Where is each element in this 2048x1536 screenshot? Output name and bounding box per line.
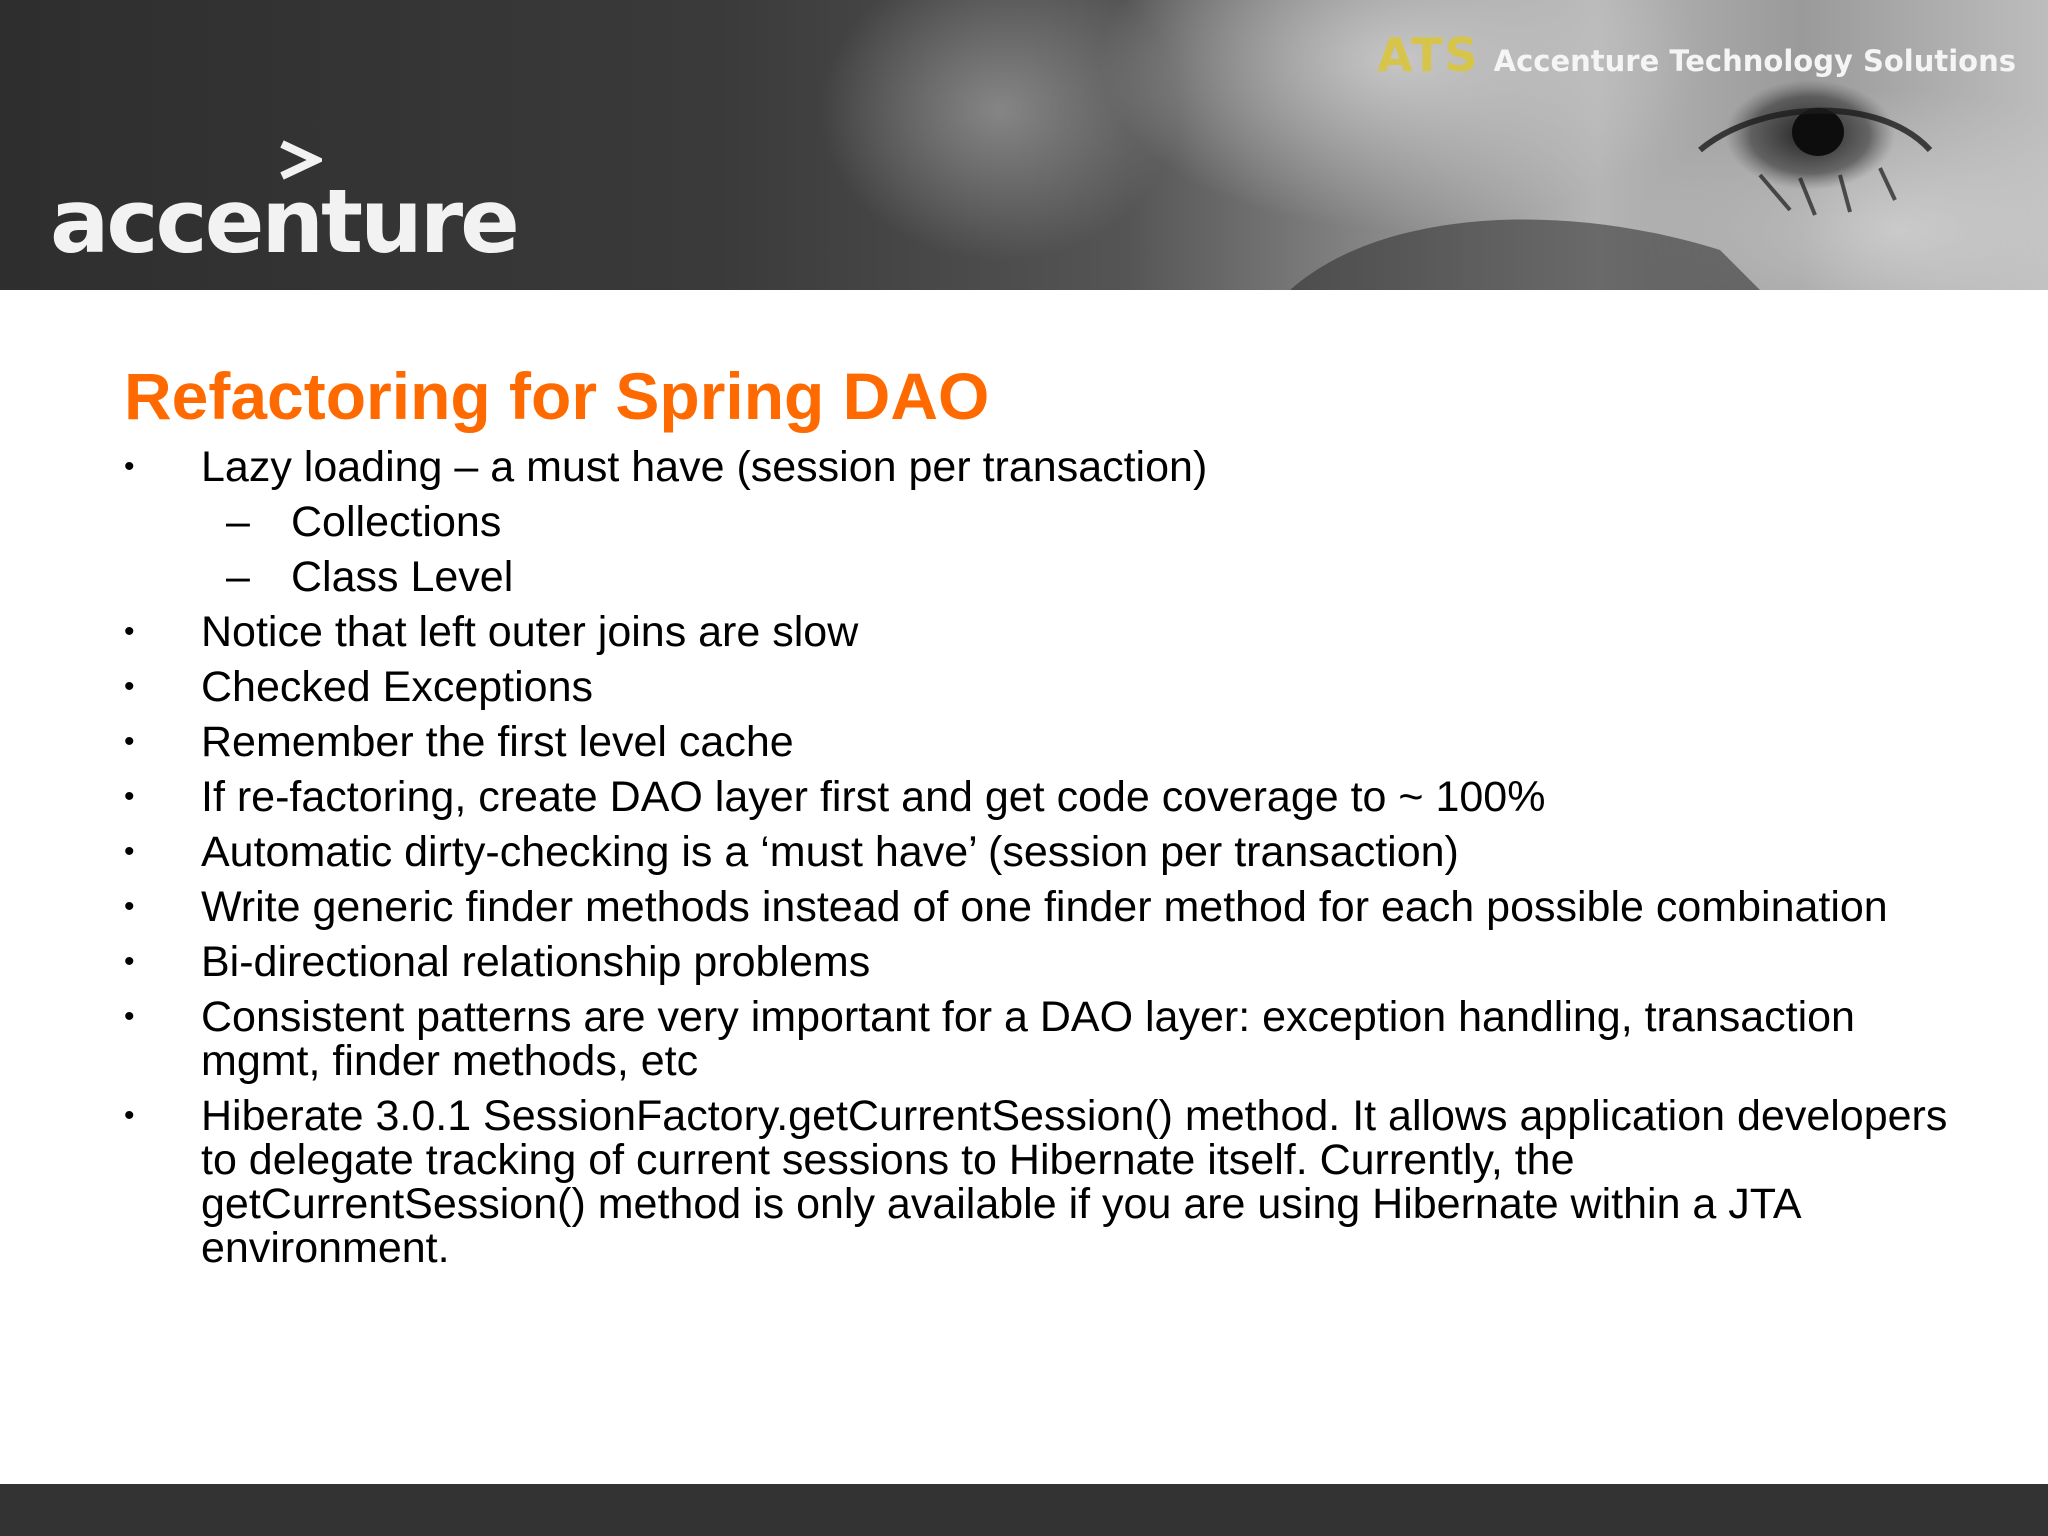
- bullet-text: Consistent patterns are very important for a DAO layer: exception handling, transaction mgmt, finder methods, etc: [201, 993, 1855, 1085]
- bullet-dot-icon: •: [124, 1099, 135, 1132]
- bullet-item: [124, 995, 1954, 1083]
- sub-bullet-item: [201, 500, 1954, 544]
- bullet-item: [124, 720, 1954, 764]
- logo-wordmark: accenture: [50, 170, 517, 273]
- bullet-dot-icon: •: [124, 450, 135, 483]
- ats-abbreviation: ATS: [1377, 28, 1480, 82]
- accenture-logo: [50, 140, 517, 273]
- bullet-text: If re-factoring, create DAO layer first and get code coverage to ~ 100%: [201, 773, 1546, 821]
- dash-icon: –: [226, 553, 250, 601]
- bullet-list: [124, 445, 1954, 1281]
- ats-full-name: Accenture Technology Solutions: [1493, 44, 2016, 78]
- bullet-text: Automatic dirty-checking is a ‘must have’ (session per transaction): [201, 828, 1459, 876]
- footer-bar: [0, 1484, 2048, 1536]
- ats-badge: [1377, 28, 2016, 82]
- bullet-dot-icon: •: [124, 945, 135, 978]
- bullet-item: [124, 940, 1954, 984]
- dash-icon: –: [226, 498, 250, 546]
- bullet-item: [124, 445, 1954, 599]
- bullet-item: [124, 1094, 1954, 1270]
- slide-title: Refactoring for Spring DAO: [124, 359, 990, 433]
- sub-bullet-text: Collections: [291, 498, 502, 546]
- bullet-dot-icon: •: [124, 890, 135, 923]
- sub-bullet-list: [201, 500, 1954, 599]
- bullet-item: [124, 830, 1954, 874]
- bullet-text: Lazy loading – a must have (session per transaction): [201, 443, 1208, 491]
- bullet-text: Notice that left outer joins are slow: [201, 608, 859, 656]
- sub-bullet-text: Class Level: [291, 553, 514, 601]
- bullet-dot-icon: •: [124, 725, 135, 758]
- bullet-text: Hiberate 3.0.1 SessionFactory.getCurrentSession() method. It allows application developers to delegate tracking of current sessions to Hibernate itself. Currently, the getCurrentSession() method is only available if you are using Hibernate within a JTA environment.: [201, 1092, 1948, 1272]
- bullet-item: [124, 885, 1954, 929]
- bullet-dot-icon: •: [124, 780, 135, 813]
- bullet-item: [124, 610, 1954, 654]
- header-banner: [0, 0, 2048, 290]
- bullet-dot-icon: •: [124, 615, 135, 648]
- bullet-text: Bi-directional relationship problems: [201, 938, 871, 986]
- bullet-dot-icon: •: [124, 835, 135, 868]
- bullet-text: Write generic finder methods instead of one finder method for each possible combination: [201, 883, 1888, 931]
- bullet-dot-icon: •: [124, 670, 135, 703]
- bullet-item: [124, 775, 1954, 819]
- bullet-item: [124, 665, 1954, 709]
- bullet-text: Remember the first level cache: [201, 718, 794, 766]
- bullet-dot-icon: •: [124, 1000, 135, 1033]
- sub-bullet-item: [201, 555, 1954, 599]
- bullet-text: Checked Exceptions: [201, 663, 593, 711]
